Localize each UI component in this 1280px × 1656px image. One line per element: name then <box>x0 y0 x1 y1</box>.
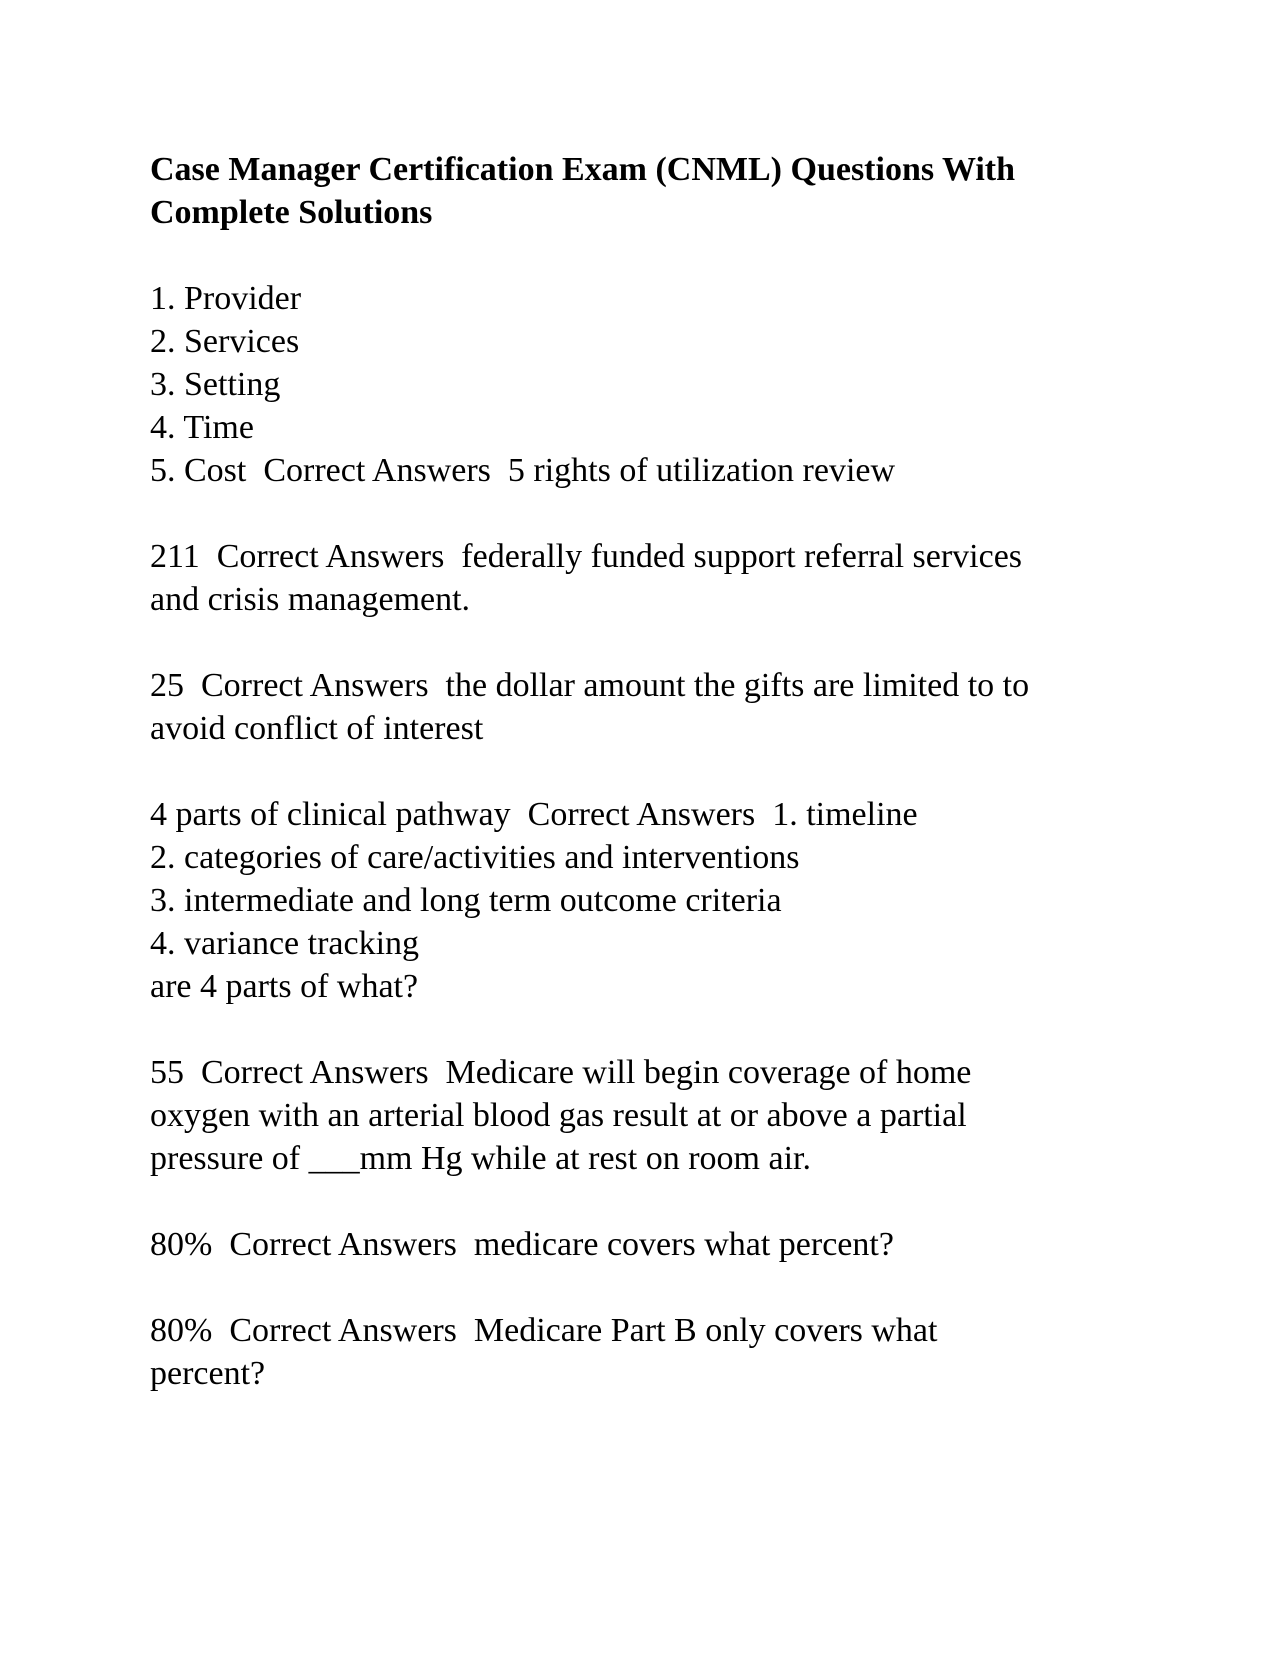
entry-line: 211 Correct Answers federally funded support referral services <box>150 538 1023 575</box>
qa-entry <box>150 793 1150 1008</box>
document-page <box>150 148 1150 1438</box>
entry-line: 5. Cost Correct Answers 5 rights of utilization review <box>150 452 896 489</box>
entry-line: 4. variance tracking <box>150 925 420 962</box>
entry-line: avoid conflict of interest <box>150 710 484 747</box>
entry-line: 80% Correct Answers medicare covers what percent? <box>150 1226 894 1263</box>
entry-line: 4. Time <box>150 409 254 446</box>
entry-line: percent? <box>150 1355 266 1392</box>
document-title <box>150 148 1150 234</box>
entry-line: 2. Services <box>150 323 300 360</box>
entry-line: 2. categories of care/activities and interventions <box>150 839 800 876</box>
entry-line: 3. Setting <box>150 366 281 403</box>
qa-entry <box>150 277 1150 492</box>
qa-entry <box>150 664 1150 750</box>
qa-entry <box>150 1223 1150 1266</box>
entry-line: 4 parts of clinical pathway Correct Answers 1. timeline <box>150 796 918 833</box>
entry-line: are 4 parts of what? <box>150 968 419 1005</box>
entry-line: 1. Provider <box>150 280 302 317</box>
qa-entry <box>150 1309 1150 1395</box>
entry-line: oxygen with an arterial blood gas result at or above a partial <box>150 1097 967 1134</box>
qa-entry <box>150 1051 1150 1180</box>
entry-line: 3. intermediate and long term outcome criteria <box>150 882 782 919</box>
entry-line: and crisis management. <box>150 581 471 618</box>
title-line: Complete Solutions <box>150 194 433 231</box>
entry-line: pressure of ___mm Hg while at rest on room air. <box>150 1140 811 1177</box>
entry-line: 55 Correct Answers Medicare will begin coverage of home <box>150 1054 972 1091</box>
qa-entry <box>150 535 1150 621</box>
title-line: Case Manager Certification Exam (CNML) Questions With <box>150 151 1016 188</box>
entry-line: 80% Correct Answers Medicare Part B only covers what <box>150 1312 938 1349</box>
entry-line: 25 Correct Answers the dollar amount the gifts are limited to to <box>150 667 1030 704</box>
